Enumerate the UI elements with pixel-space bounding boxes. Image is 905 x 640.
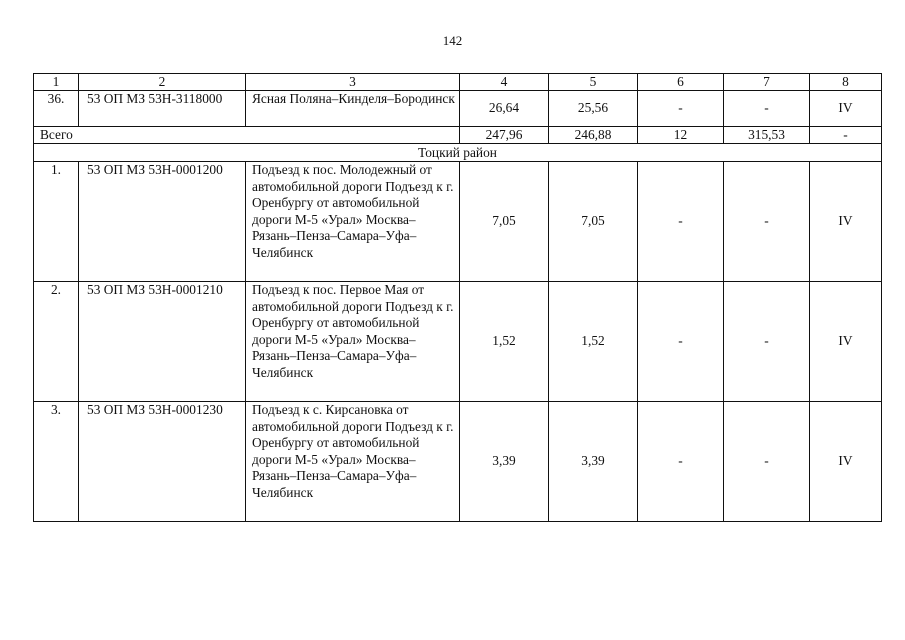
- total-label: Всего: [34, 127, 460, 144]
- total-col-7: 315,53: [724, 127, 810, 144]
- value-col-7: -: [724, 282, 810, 402]
- road-name: Ясная Поляна–Кинделя–Бородинск: [246, 91, 460, 127]
- row-number: 3.: [34, 402, 79, 522]
- value-col-7: -: [724, 162, 810, 282]
- header-cell-7: 7: [724, 74, 810, 91]
- road-code: 53 ОП МЗ 53Н-0001230: [79, 402, 246, 522]
- header-cell-4: 4: [460, 74, 549, 91]
- value-col-6: -: [638, 282, 724, 402]
- value-col-7: -: [724, 91, 810, 127]
- table-row: [34, 91, 882, 127]
- header-cell-1: 1: [34, 74, 79, 91]
- value-col-8: IV: [810, 162, 882, 282]
- header-row: [34, 74, 882, 91]
- value-col-5: 25,56: [549, 91, 638, 127]
- total-row: [34, 127, 882, 144]
- value-col-6: -: [638, 402, 724, 522]
- value-col-8: IV: [810, 402, 882, 522]
- table-row: [34, 282, 882, 402]
- road-name: Подъезд к пос. Молодежный от автомобильной дороги Подъезд к г. Оренбургу от автомобильной дороги М-5 «Урал» Москва–Рязань–Пенза–Самара–Уфа–Челябинск: [246, 162, 460, 282]
- row-number: 1.: [34, 162, 79, 282]
- road-name: Подъезд к с. Кирсановка от автомобильной дороги Подъезд к г. Оренбургу от автомобильной дороги М-5 «Урал» Москва–Рязань–Пенза–Самара–Уфа–Челябинск: [246, 402, 460, 522]
- road-code: 53 ОП МЗ 53Н-0001200: [79, 162, 246, 282]
- value-col-4: 7,05: [460, 162, 549, 282]
- district-row: [34, 144, 882, 162]
- value-col-7: -: [724, 402, 810, 522]
- value-col-5: 7,05: [549, 162, 638, 282]
- value-col-4: 1,52: [460, 282, 549, 402]
- value-col-4: 26,64: [460, 91, 549, 127]
- value-col-6: -: [638, 162, 724, 282]
- total-col-6: 12: [638, 127, 724, 144]
- roads-table: [33, 73, 882, 522]
- value-col-5: 3,39: [549, 402, 638, 522]
- row-number: 2.: [34, 282, 79, 402]
- page-number: 142: [442, 33, 463, 48]
- value-col-4: 3,39: [460, 402, 549, 522]
- road-code: 53 ОП МЗ 53Н-3118000: [79, 91, 246, 127]
- header-cell-8: 8: [810, 74, 882, 91]
- district-heading: Тоцкий район: [34, 144, 882, 162]
- total-col-8: -: [810, 127, 882, 144]
- value-col-8: IV: [810, 282, 882, 402]
- value-col-8: IV: [810, 91, 882, 127]
- header-cell-5: 5: [549, 74, 638, 91]
- value-col-5: 1,52: [549, 282, 638, 402]
- row-number: 36.: [34, 91, 79, 127]
- road-name: Подъезд к пос. Первое Мая от автомобильной дороги Подъезд к г. Оренбургу от автомобильной дороги М-5 «Урал» Москва–Рязань–Пенза–Самара–Уфа–Челябинск: [246, 282, 460, 402]
- value-col-6: -: [638, 91, 724, 127]
- road-code: 53 ОП МЗ 53Н-0001210: [79, 282, 246, 402]
- total-col-5: 246,88: [549, 127, 638, 144]
- total-col-4: 247,96: [460, 127, 549, 144]
- table-row: [34, 162, 882, 282]
- header-cell-6: 6: [638, 74, 724, 91]
- header-cell-2: 2: [79, 74, 246, 91]
- table-row: [34, 402, 882, 522]
- header-cell-3: 3: [246, 74, 460, 91]
